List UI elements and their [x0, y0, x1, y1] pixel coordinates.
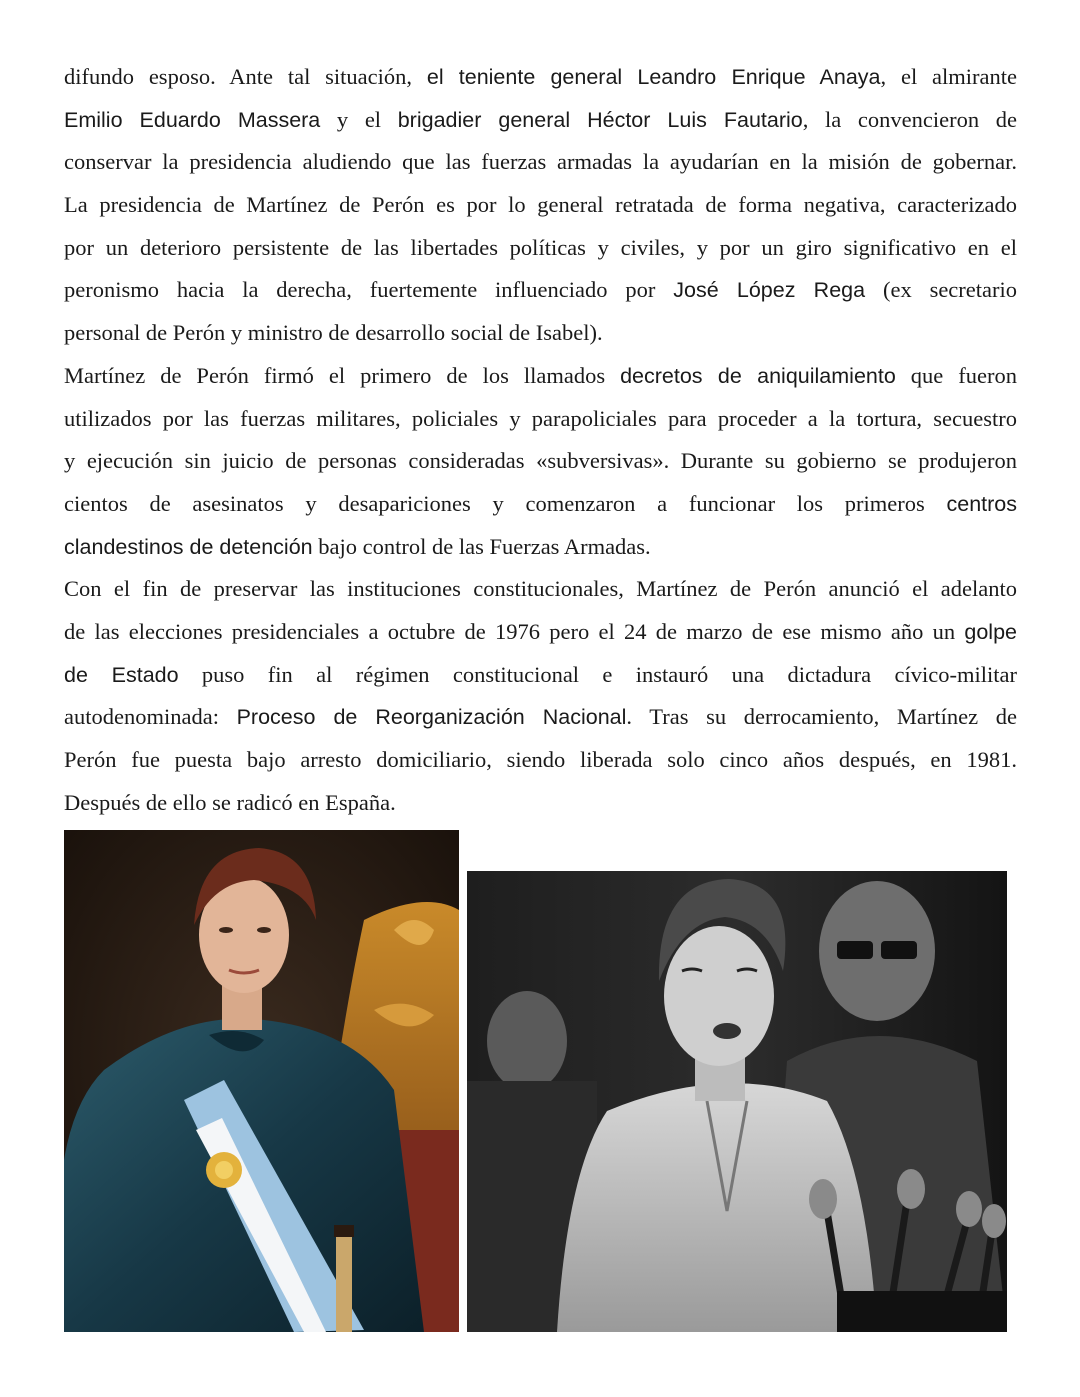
text-run: y el: [320, 106, 398, 132]
text-line: [64, 56, 1017, 99]
text-run: puso fin al régimen constitucional e instauró una dictadura cívico-militar: [178, 661, 1017, 687]
inline-link[interactable]: Emilio Eduardo Massera: [64, 107, 321, 132]
text-line: [64, 99, 1017, 142]
text-run: Después de ello se radicó en España.: [64, 789, 396, 815]
text-run: bajo control de las Fuerzas Armadas.: [312, 533, 651, 559]
inline-link[interactable]: el teniente general Leandro Enrique Anaya: [426, 65, 881, 89]
text-line: [64, 739, 1017, 782]
text-run: , el almirante: [880, 64, 1017, 89]
portrait-photo-left: [64, 830, 459, 1332]
text-line: [64, 398, 1017, 441]
text-run: de las elecciones presidenciales a octubre de 1976 pero el 24 de marzo de ese mismo año un: [64, 618, 965, 644]
inline-link[interactable]: decretos de aniquilamiento: [620, 363, 896, 388]
text-line: [64, 611, 1017, 654]
text-run: personal de Perón y ministro de desarrollo social de Isabel).: [64, 320, 603, 346]
text-run: Perón fue puesta bajo arresto domiciliario, siendo liberada solo cinco años después, en 1981.: [64, 747, 1017, 772]
text-run: utilizados por las fuerzas militares, policiales y parapoliciales para proceder a la tortura, secuestro: [64, 405, 1017, 431]
portrait-photo-right: [467, 871, 1007, 1332]
text-run: Martínez de Perón firmó el primero de los llamados: [64, 362, 621, 388]
portrait-color-photo-icon: [64, 830, 459, 1332]
text-run: peronismo hacia la derecha, fuertemente influenciado por: [64, 277, 674, 303]
inline-link[interactable]: brigadier general Héctor Luis Fautario: [397, 107, 803, 132]
text-line: [64, 312, 1017, 355]
text-line: [64, 654, 1017, 697]
document-body: [64, 56, 1017, 824]
text-run: por un deterioro persistente de las libertades políticas y civiles, y por un giro significativo en el: [64, 234, 1017, 260]
text-line: [64, 141, 1017, 184]
text-line: [64, 227, 1017, 270]
text-run: . Tras su derrocamiento, Martínez de: [626, 704, 1018, 730]
text-run: cientos de asesinatos y desapariciones y comenzaron a funcionar los primeros: [64, 490, 947, 516]
text-run: que fueron: [895, 362, 1017, 388]
inline-link[interactable]: centros: [946, 491, 1017, 516]
text-line: [64, 483, 1017, 526]
text-run: , la convencieron de: [802, 106, 1017, 132]
text-line: [64, 696, 1017, 739]
text-line: [64, 440, 1017, 483]
text-run: (ex secretario: [865, 277, 1018, 303]
text-line: [64, 568, 1017, 611]
text-run: conservar la presidencia aludiendo que las fuerzas armadas la ayudarían en la misión de gobernar.: [64, 149, 1017, 175]
text-run: Con el fin de preservar las instituciones constitucionales, Martínez de Perón anunció el adelanto: [64, 576, 1017, 602]
inline-link[interactable]: Proceso de Reorganización Nacional: [236, 705, 627, 730]
text-line: [64, 269, 1017, 312]
inline-link[interactable]: José López Rega: [673, 278, 866, 303]
text-run: y ejecución sin juicio de personas consideradas «subversivas». Durante su gobierno se produjeron: [64, 448, 1017, 474]
text-line: [64, 782, 1017, 825]
inline-link[interactable]: de Estado: [64, 662, 179, 687]
portrait-bw-speech-photo-icon: [467, 871, 1007, 1332]
inline-link[interactable]: golpe: [964, 619, 1017, 644]
text-run: difundo esposo. Ante tal situación,: [64, 64, 427, 89]
text-line: [64, 355, 1017, 398]
text-line: [64, 526, 1017, 569]
text-run: La presidencia de Martínez de Perón es por lo general retratada de forma negativa, caracterizado: [64, 192, 1017, 218]
inline-link[interactable]: clandestinos de detención: [64, 534, 313, 559]
text-run: autodenominada:: [64, 704, 237, 730]
text-line: [64, 184, 1017, 227]
